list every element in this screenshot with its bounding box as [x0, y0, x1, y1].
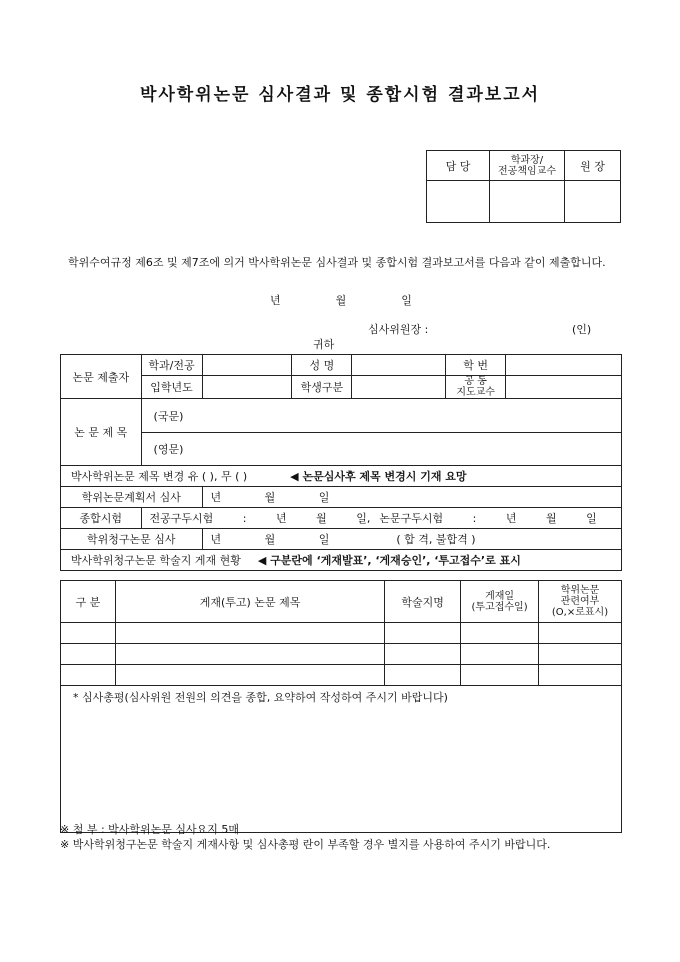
chair-label: 심사위원장 :	[368, 323, 429, 336]
table-row[interactable]	[61, 644, 622, 665]
review-comment-label: * 심사총평(심사위원 전원의 의견을 종합, 요약하여 작성하여 주시기 바랍니다)	[73, 691, 448, 704]
publication-note: ◀ 구분란에 ‘게재발표’, ‘게재승인’, ‘투고접수’로 표시	[257, 554, 521, 567]
name-field[interactable]	[352, 355, 446, 376]
entrance-year-field[interactable]	[202, 376, 292, 399]
plan-review-label: 학위논문계획서 심사	[61, 487, 203, 508]
approval-staff-header: 담 당	[427, 151, 490, 181]
entrance-year-label: 입학년도	[141, 376, 202, 399]
student-type-label: 학생구분	[292, 376, 352, 399]
publication-row	[61, 550, 622, 571]
student-id-label: 학 번	[446, 355, 506, 376]
title-change-label: 박사학위논문 제목 변경 유 ( ), 무 ( )	[71, 470, 248, 483]
thesis-title-english-field[interactable]: (영문)	[141, 433, 621, 466]
thesis-title-korean-field[interactable]: (국문)	[141, 399, 621, 433]
declaration-text: 학위수여규정 제6조 및 제7조에 의거 박사학위논문 심사결과 및 종합시험 결과보고서를 다음과 같이 제출합니다.	[68, 256, 606, 269]
coadvisor-field[interactable]	[506, 376, 622, 399]
major-exam: 전공구두시험 : 년 월 일,	[149, 512, 371, 525]
submitter-label: 논문 제출자	[61, 355, 142, 399]
thesis-title-label: 논 문 제 목	[61, 399, 142, 466]
approval-staff-sign[interactable]	[427, 181, 490, 223]
plan-review-date[interactable]: 년 월 일	[202, 487, 621, 508]
review-comment-box[interactable]	[61, 686, 622, 833]
student-id-field[interactable]	[506, 355, 622, 376]
note-attachment: ※ 첨 부 : 박사학위논문 심사요지 5매	[60, 823, 240, 836]
table-row[interactable]	[61, 623, 622, 644]
approval-dean-sign[interactable]	[565, 181, 621, 223]
addressee: 귀하	[313, 338, 335, 351]
date-line: 년 월 일	[270, 294, 412, 307]
seal-mark: (인)	[572, 323, 592, 336]
table-row[interactable]	[61, 665, 622, 686]
name-label: 성 명	[292, 355, 352, 376]
approval-head-header: 학과장/ 전공책임교수	[490, 151, 565, 181]
dept-label: 학과/전공	[141, 355, 202, 376]
dept-field[interactable]	[202, 355, 292, 376]
title-change-row[interactable]	[61, 466, 622, 487]
approval-table	[426, 150, 621, 223]
pub-date-header: 게재일 (투고접수일)	[461, 581, 539, 623]
degree-review-row[interactable]: 년 월 일 ( 합 격, 불합격 )	[202, 529, 621, 550]
approval-head-sign[interactable]	[490, 181, 565, 223]
title-change-note: ◀ 논문심사후 제목 변경시 기재 요망	[290, 470, 467, 483]
main-form-table	[60, 354, 622, 571]
pub-category-header: 구 분	[61, 581, 116, 623]
pub-related-header: 학위논문 관련여부 (O,×로표시)	[539, 581, 622, 623]
approval-dean-header: 원 장	[565, 151, 621, 181]
pub-journal-header: 학술지명	[385, 581, 461, 623]
student-type-field[interactable]	[352, 376, 446, 399]
thesis-exam: 논문구두시험 : 년 월 일	[379, 512, 597, 525]
pub-title-header: 게재(투고) 논문 제목	[115, 581, 384, 623]
degree-review-label: 학위청구논문 심사	[61, 529, 203, 550]
publication-table	[60, 580, 622, 833]
comprehensive-row[interactable]	[141, 508, 621, 529]
notes	[60, 822, 625, 852]
comprehensive-label: 종합시험	[61, 508, 142, 529]
page-title: 박사학위논문 심사결과 및 종합시험 결과보고서	[139, 85, 541, 105]
publication-label: 박사학위청구논문 학술지 게재 현황	[71, 554, 241, 567]
coadvisor-label: 공 동 지도교수	[446, 376, 506, 399]
note-extra-sheet: ※ 박사학위청구논문 학술지 게재사항 및 심사총평 란이 부족할 경우 별지를 사용하여 주시기 바랍니다.	[60, 838, 551, 851]
